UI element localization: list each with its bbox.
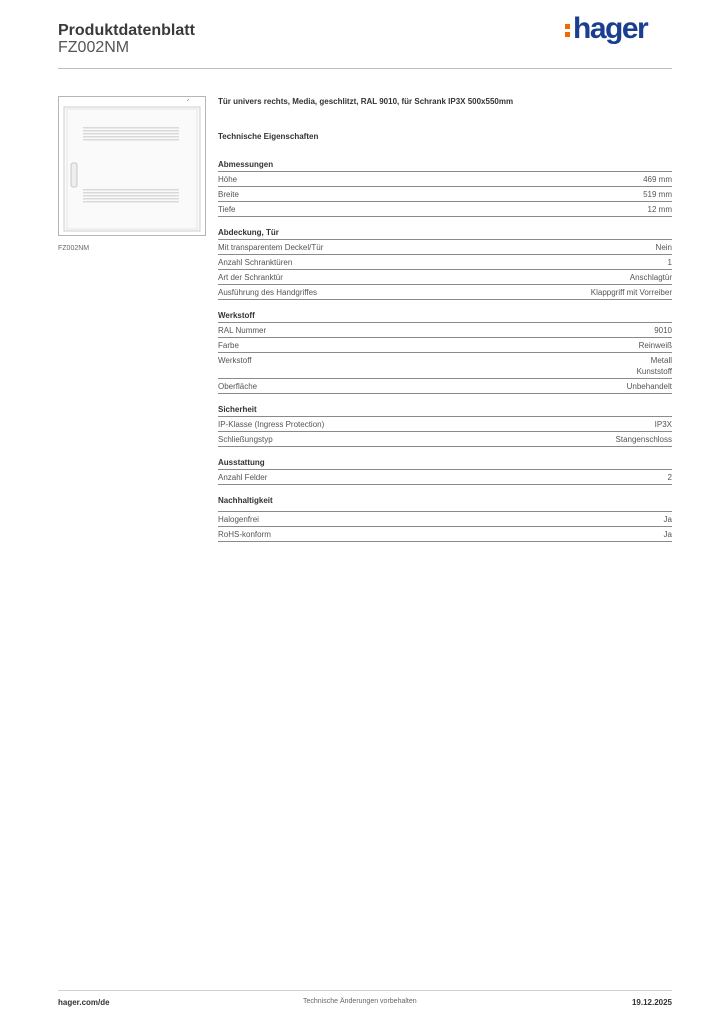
row-value: Reinweiß: [638, 341, 672, 350]
table-row: [218, 470, 672, 485]
row-value: Metall Kunststoff: [636, 356, 672, 376]
section-safety: [218, 404, 672, 447]
row-value: Ja: [663, 530, 672, 539]
row-value: 12 mm: [647, 205, 672, 214]
row-label: Höhe: [218, 175, 238, 184]
row-label: Art der Schranktür: [218, 273, 283, 282]
section-equipment: [218, 457, 672, 485]
table-row: [218, 417, 672, 432]
row-label: Anzahl Schranktüren: [218, 258, 293, 267]
logo-text: hager: [573, 12, 648, 45]
row-label: Ausführung des Handgriffes: [218, 288, 318, 297]
spec-content: [218, 95, 672, 552]
row-value: 519 mm: [643, 190, 672, 199]
section-sustainability: [218, 495, 672, 542]
product-image: [58, 96, 206, 236]
table-row: [218, 270, 672, 285]
row-label: Anzahl Felder: [218, 473, 268, 482]
row-label: RoHS-konform: [218, 530, 271, 539]
row-value: IP3X: [654, 420, 672, 429]
hager-logo: [565, 12, 647, 46]
footer-date: 19.12.2025: [631, 998, 672, 1007]
table-row: [218, 338, 672, 353]
row-label: Tiefe: [218, 205, 236, 214]
footer-divider: [58, 990, 672, 991]
row-value: Anschlagtür: [629, 273, 672, 282]
section-title: Sicherheit: [218, 404, 672, 417]
table-row: [218, 240, 672, 255]
row-label: Mit transparentem Deckel/Tür: [218, 243, 324, 252]
section-material: [218, 310, 672, 394]
table-row: [218, 323, 672, 338]
row-label: Werkstoff: [218, 356, 252, 365]
section-cover-door: [218, 227, 672, 300]
logo-dots-icon: [565, 21, 570, 40]
row-value: Stangenschloss: [615, 435, 672, 444]
table-row: [218, 379, 672, 394]
table-row: [218, 353, 672, 379]
row-value: Klappgriff mit Vorreiber: [590, 288, 672, 297]
image-caption: FZ002NM: [58, 245, 90, 252]
row-label: Halogenfrei: [218, 515, 259, 524]
tech-properties-title: Technische Eigenschaften: [218, 132, 319, 141]
row-label: RAL Nummer: [218, 326, 267, 335]
section-title: Ausstattung: [218, 457, 672, 470]
table-row: [218, 432, 672, 447]
product-description: Tür univers rechts, Media, geschlitzt, RAL 9010, für Schrank IP3X 500x550mm: [218, 97, 514, 106]
footer-notice: Technische Änderungen vorbehalten: [303, 998, 417, 1005]
section-title: Abmessungen: [218, 159, 672, 172]
product-code: FZ002NM: [58, 39, 130, 56]
row-value: 1: [667, 258, 672, 267]
table-row: [218, 202, 672, 217]
door-illustration-icon: [59, 97, 205, 235]
row-value: 9010: [654, 326, 672, 335]
row-value: Nein: [655, 243, 672, 252]
row-value: 2: [667, 473, 672, 482]
section-title: Abdeckung, Tür: [218, 227, 672, 240]
section-dimensions: [218, 159, 672, 217]
table-row: [218, 527, 672, 542]
footer-website-link[interactable]: hager.com/de: [58, 998, 110, 1007]
row-label: Farbe: [218, 341, 239, 350]
row-value: 469 mm: [643, 175, 672, 184]
table-row: [218, 255, 672, 270]
section-title: Nachhaltigkeit: [218, 495, 672, 512]
header-divider: [58, 68, 672, 69]
table-row: [218, 512, 672, 527]
table-row: [218, 172, 672, 187]
row-label: IP-Klasse (Ingress Protection): [218, 420, 325, 429]
page-title: Produktdatenblatt: [58, 22, 195, 39]
row-label: Oberfläche: [218, 382, 258, 391]
table-row: [218, 285, 672, 300]
section-title: Werkstoff: [218, 310, 672, 323]
row-label: Breite: [218, 190, 239, 199]
row-label: Schließungstyp: [218, 435, 273, 444]
row-value: Ja: [663, 515, 672, 524]
row-value: Unbehandelt: [626, 382, 672, 391]
table-row: [218, 187, 672, 202]
